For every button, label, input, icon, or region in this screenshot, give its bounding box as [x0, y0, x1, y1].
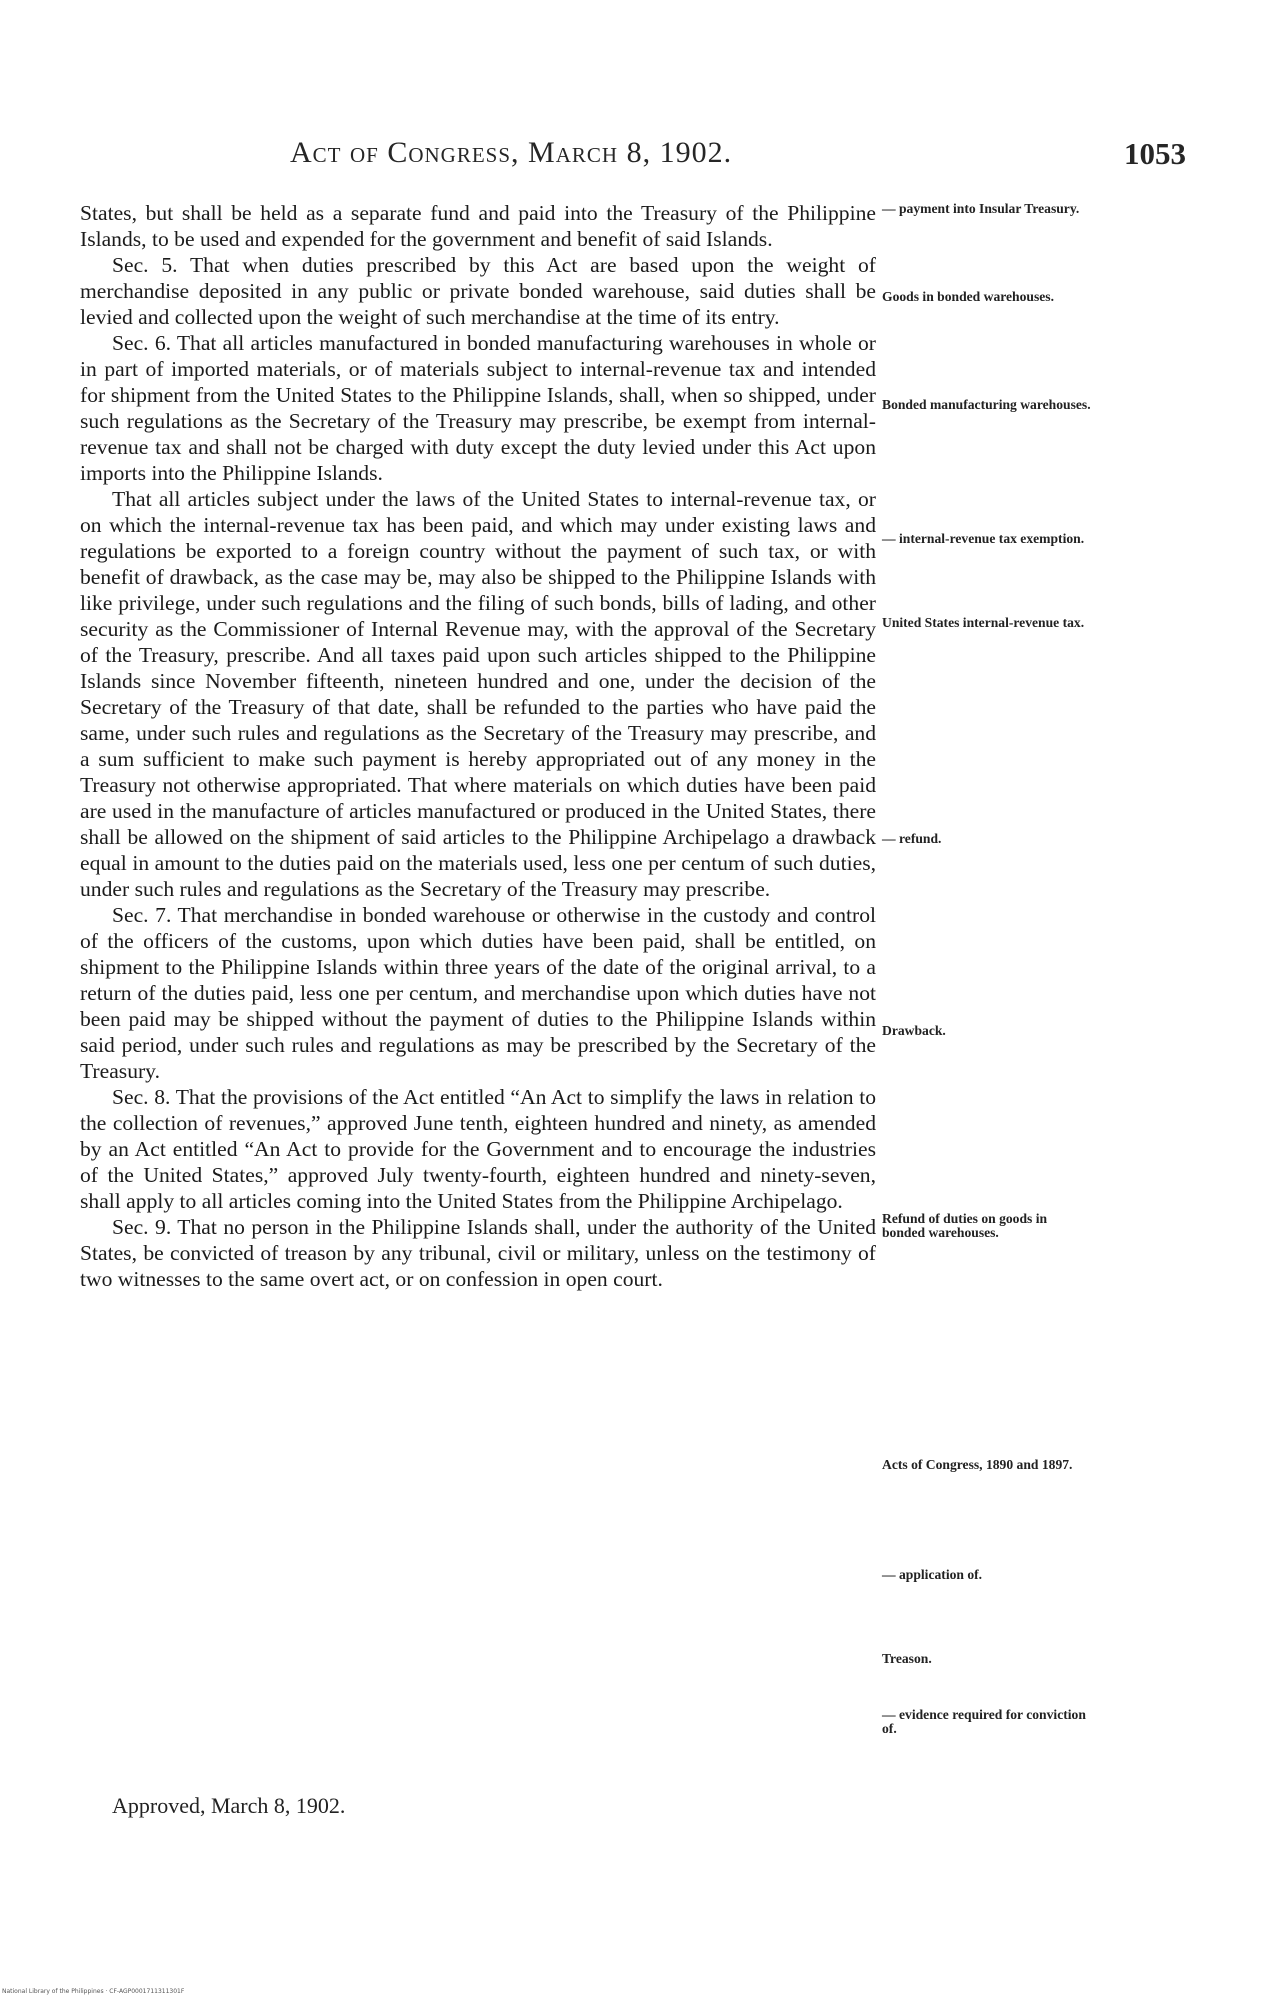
margin-note-goods-bonded: Goods in bonded warehouses.	[882, 289, 1054, 304]
margin-note-us-tax: United States internal-revenue tax.	[882, 615, 1085, 630]
running-header-title: Act of Congress, March 8, 1902.	[290, 136, 733, 169]
statute-text	[80, 200, 876, 1292]
section-7: Sec. 7. That merchandise in bonded warehouse or otherwise in the custody and control of the officers of the customs, upon which duties have been paid, shall be entitled, on shipment to the Philippine Islands within three years of the date of the original arrival, to a return of the duties paid, less one per centum, and merchandise upon which duties have not been paid may be shipped without the payment of duties to the Philippine Islands within said period, under such rules and regulations as may be prescribed by the Secretary of the Treasury.	[80, 903, 876, 1083]
margin-note-tax-exemption: — internal-revenue tax exemption.	[882, 531, 1085, 546]
margin-note-evidence: — evidence required for conviction of.	[882, 1707, 1086, 1736]
scan-footer: National Library of the Philippines · CF-AGP0001711311301F	[2, 1988, 185, 1995]
margin-note-drawback: Drawback.	[882, 1023, 946, 1038]
section-9: Sec. 9. That no person in the Philippine Islands shall, under the authority of the United States, be convicted of treason by any tribunal, civil or military, unless on the testimony of two witnesses to the same overt act, or on confession in open court.	[80, 1215, 876, 1291]
margin-note-refund: — refund.	[882, 831, 942, 846]
margin-note-acts-of-congress: Acts of Congress, 1890 and 1897.	[882, 1457, 1073, 1472]
paragraph-continuation: States, but shall be held as a separate fund and paid into the Treasury of the Philippine Islands, to be used and expended for the government and benefit of said Islands.	[80, 201, 876, 251]
margin-note-refund-duties: Refund of duties on goods in bonded warehouses.	[882, 1211, 1048, 1240]
section-6: Sec. 6. That all articles manufactured in bonded manufacturing warehouses in whole or in part of imported materials, or of materials subject to internal-revenue tax and intended for shipment from the United States to the Philippine Islands, shall, when so shipped, under such regulations as the Secretary of the Treasury may prescribe, be exempt from internal-revenue tax and shall not be charged with duty except the duty levied under this Act upon imports into the Philippine Islands.	[80, 331, 876, 485]
margin-note-payment: — payment into Insular Treasury.	[882, 201, 1080, 216]
approval-line: Approved, March 8, 1902.	[112, 1793, 346, 1818]
margin-note-treason: Treason.	[882, 1651, 932, 1666]
section-6-internal-revenue: That all articles subject under the laws of the United States to internal-revenue tax, or on which the internal-revenue tax has been paid, and which may under existing laws and regulations be exported to a foreign country without the payment of such tax, or with benefit of drawback, as the case may be, may also be shipped to the Philippine Islands with like privilege, under such regulations and the filing of such bonds, bills of lading, and other security as the Commissioner of Internal Revenue may, with the approval of the Secretary of the Treasury, prescribe. And all taxes paid upon such articles shipped to the Philippine Islands since November fifteenth, nineteen hundred and one, under the decision of the Secretary of the Treasury of that date, shall be refunded to the parties who have paid the same, under such rules and regulations as the Secretary of the Treasury may prescribe, and a sum sufficient to make such payment is hereby appropriated out of any money in the Treasury not otherwise appropriated. That where materials on which duties have been paid are used in the manufacture of articles manufactured or produced in the United States, there shall be allowed on the shipment of said articles to the Philippine Archipelago a drawback equal in amount to the duties paid on the materials used, less one per centum of such duties, under such rules and regulations as the Secretary of the Treasury may prescribe.	[80, 487, 876, 901]
section-8: Sec. 8. That the provisions of the Act entitled “An Act to simplify the laws in relation to the collection of revenues,” approved June tenth, eighteen hundred and ninety, as amended by an Act entitled “An Act to provide for the Government and to encourage the industries of the United States,” approved July twenty-fourth, eighteen hundred and ninety-seven, shall apply to all articles coming into the United States from the Philippine Archipelago.	[80, 1085, 876, 1213]
page-number: 1053	[1124, 136, 1186, 171]
margin-note-bonded-manufacturing: Bonded manufacturing warehouses.	[882, 397, 1091, 412]
margin-note-application: — application of.	[882, 1567, 983, 1582]
section-5: Sec. 5. That when duties prescribed by this Act are based upon the weight of merchandise deposited in any public or private bonded warehouse, said duties shall be levied and collected upon the weight of such merchandise at the time of its entry.	[80, 253, 876, 329]
